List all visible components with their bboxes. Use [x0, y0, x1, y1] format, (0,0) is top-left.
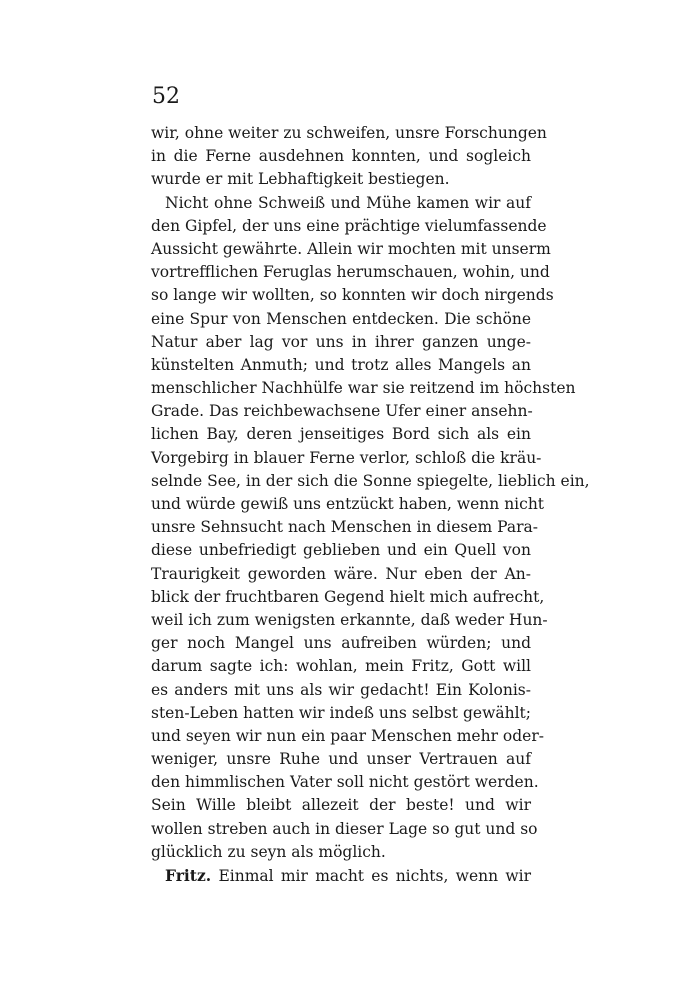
text-line-9: eine Spur von Menschen entdecken. Die schöne	[151, 309, 531, 328]
text-line-30: Sein Wille bleibt allezeit der beste! und wir	[151, 796, 531, 815]
dialogue-line	[151, 864, 531, 887]
text-line-24: darum sagte ich: wohlan, mein Fritz, Gott will	[151, 657, 531, 676]
text-line-4: Nicht ohne Schweiß und Mühe kamen wir auf	[165, 193, 531, 212]
text-line-6: Aussicht gewährte. Allein wir mochten mit unserm	[151, 239, 551, 258]
text-line-22: weil ich zum wenigsten erkannte, daß weder Hun-	[151, 610, 548, 629]
text-line-28: weniger, unsre Ruhe und unser Vertrauen auf	[151, 750, 531, 769]
speaker-name: Fritz.	[165, 866, 212, 885]
text-line-5: den Gipfel, der uns eine prächtige vielumfassende	[151, 216, 547, 235]
text-line-16: selnde See, in der sich die Sonne spiegelte, lieblich ein,	[151, 471, 590, 490]
text-line-19: diese unbefriedigt geblieben und ein Quell von	[151, 541, 531, 560]
text-line-8: so lange wir wollten, so konnten wir doch nirgends	[151, 286, 554, 305]
text-line-31: wollen streben auch in dieser Lage so gut und so	[151, 819, 538, 838]
text-line-32: glücklich zu seyn als möglich.	[151, 842, 386, 861]
text-line-17: und würde gewiß uns entzückt haben, wenn nicht	[151, 495, 545, 513]
text-line-27: und seyen wir nun ein paar Menschen mehr oder-	[151, 726, 544, 745]
text-line-2: in die Ferne ausdehnen konnten, und sogleich	[151, 147, 531, 166]
text-line-11: künstelten Anmuth; und trotz alles Mangels an	[151, 355, 531, 374]
text-line-23: ger noch Mangel uns aufreiben würden; und	[151, 634, 531, 653]
text-line-7: vortrefflichen Feruglas herumschauen, wohin, und	[151, 263, 550, 282]
text-line-18: unsre Sehnsucht nach Menschen in diesem Para-	[151, 518, 539, 537]
text-line-21: blick der fruchtbaren Gegend hielt mich aufrecht,	[151, 587, 545, 606]
page-number: 52	[152, 84, 180, 109]
text-line-20: Traurigkeit geworden wäre. Nur eben der An-	[151, 564, 531, 583]
dialogue-text: Einmal mir macht es nichts, wenn wir	[218, 867, 531, 885]
text-line-3: wurde er mit Lebhaftigkeit bestiegen.	[151, 170, 450, 189]
text-line-14: lichen Bay, deren jenseitiges Bord sich als ein	[151, 425, 531, 444]
text-line-10: Natur aber lag vor uns in ihrer ganzen unge-	[151, 332, 531, 351]
text-line-12: menschlicher Nachhülfe war sie reitzend im höchsten	[151, 379, 576, 398]
text-line-13: Grade. Das reichbewachsene Ufer einer ansehn-	[151, 402, 533, 421]
text-line-15: Vorgebirg in blauer Ferne verlor, schloß die kräu-	[151, 448, 542, 467]
text-line-25: es anders mit uns als wir gedacht! Ein Kolonis-	[151, 680, 531, 699]
body-text	[151, 122, 590, 887]
text-line-29: den himmlischen Vater soll nicht gestört werden.	[151, 773, 539, 792]
text-line-26: sten-Leben hatten wir indeß uns selbst gewählt;	[151, 703, 531, 722]
text-line-1: wir, ohne weiter zu schweifen, unsre Forschungen	[151, 124, 547, 142]
